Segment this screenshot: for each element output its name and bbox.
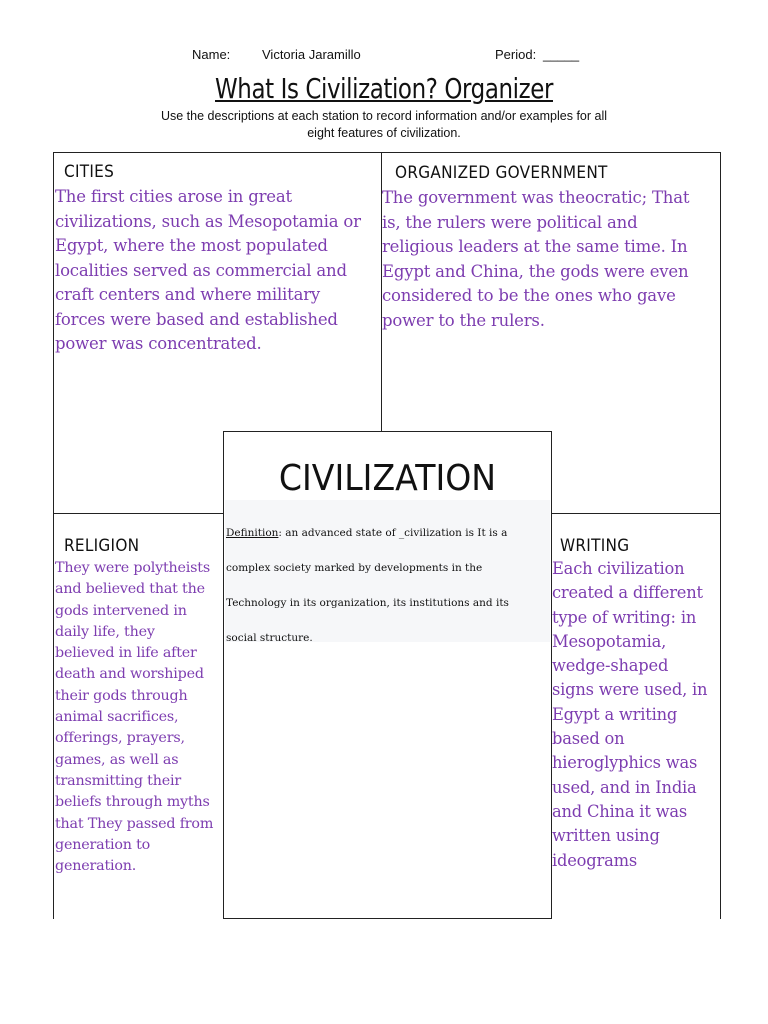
definition-line-1-text: : an advanced state of _civilization is It is a <box>278 527 508 539</box>
writing-heading: WRITING <box>560 536 630 556</box>
cities-line: forces were based and established <box>55 309 338 329</box>
civilization-title: CIVILIZATION <box>278 458 497 499</box>
cities-text <box>55 185 381 357</box>
religion-line: believed in life after <box>55 645 197 662</box>
cities-line: localities served as commercial and <box>55 260 347 280</box>
name-label: Name: <box>192 47 231 62</box>
definition-label: Definition <box>226 527 279 539</box>
name-value: Victoria Jaramillo <box>262 47 361 62</box>
writing-text <box>552 557 720 873</box>
writing-line: type of writing: in <box>552 607 697 627</box>
writing-line: based on <box>552 729 625 749</box>
cities-heading: CITIES <box>64 162 115 182</box>
cities-line: power was concentrated. <box>55 334 262 353</box>
religion-line: games, as well as <box>55 751 179 768</box>
religion-heading: RELIGION <box>64 536 140 556</box>
government-line: power to the rulers. <box>382 310 545 330</box>
writing-line: hieroglyphics was <box>552 753 698 773</box>
writing-line: Each civilization <box>552 559 685 578</box>
religion-line: gods intervened in <box>55 602 187 619</box>
government-line: Egypt and China, the gods were even <box>382 261 689 281</box>
writing-line: wedge-shaped <box>552 656 669 676</box>
civilization-box <box>223 431 552 919</box>
period-label: Period: <box>495 47 537 62</box>
instructions-line-1: Use the descriptions at each station to record information and/or examples for all <box>160 109 608 123</box>
writing-line: Mesopotamia, <box>552 631 667 651</box>
page-title: What Is Civilization? Organizer <box>215 72 553 105</box>
writing-line: Egypt a writing <box>552 704 678 724</box>
religion-line: daily life, they <box>55 623 155 640</box>
header-row <box>0 47 768 65</box>
religion-box <box>53 513 225 919</box>
writing-line: used, and in India <box>552 777 697 797</box>
instructions-line-2: eight features of civilization. <box>307 126 461 140</box>
writing-line: and China it was <box>552 801 688 821</box>
government-line: The government was theocratic; That <box>382 188 690 207</box>
government-line: religious leaders at the same time. In <box>382 237 688 256</box>
definition-line-1 <box>226 516 546 551</box>
religion-line: that They passed from <box>55 815 214 832</box>
definition-line-2: complex society marked by developments in the <box>226 562 483 574</box>
definition-line-4: social structure. <box>226 632 313 644</box>
religion-line: death and worshiped <box>55 666 204 683</box>
religion-line: their gods through <box>55 687 188 704</box>
religion-text <box>55 558 225 877</box>
religion-line: generation to <box>55 836 151 853</box>
definition-line-3: Technology in its organization, its institutions and its <box>226 597 509 609</box>
religion-line: transmitting their <box>55 772 181 789</box>
writing-line: ideograms <box>552 850 637 870</box>
cities-line: Egypt, where the most populated <box>55 236 328 255</box>
period-blank: _____ <box>543 47 580 62</box>
government-line: considered to be the ones who gave <box>382 286 676 305</box>
religion-line: They were polytheists <box>55 560 210 576</box>
writing-box <box>549 513 721 919</box>
writing-line: created a different <box>552 583 703 603</box>
cities-line: craft centers and where military <box>55 285 321 304</box>
cities-line: civilizations, such as Mesopotamia or <box>55 211 361 231</box>
religion-line: beliefs through myths <box>55 794 210 811</box>
religion-line: animal sacrifices, <box>55 709 179 726</box>
cities-line: The first cities arose in great <box>55 187 292 206</box>
instructions <box>120 108 648 142</box>
government-heading: ORGANIZED GOVERNMENT <box>395 163 608 183</box>
religion-line: and believed that the <box>55 581 205 598</box>
religion-line: offerings, prayers, <box>55 730 185 747</box>
writing-line: written using <box>552 826 660 846</box>
religion-line: generation. <box>55 858 137 875</box>
definition-text <box>226 516 546 656</box>
writing-line: signs were used, in <box>552 680 708 700</box>
government-text <box>382 186 720 333</box>
government-line: is, the rulers were political and <box>382 212 638 232</box>
